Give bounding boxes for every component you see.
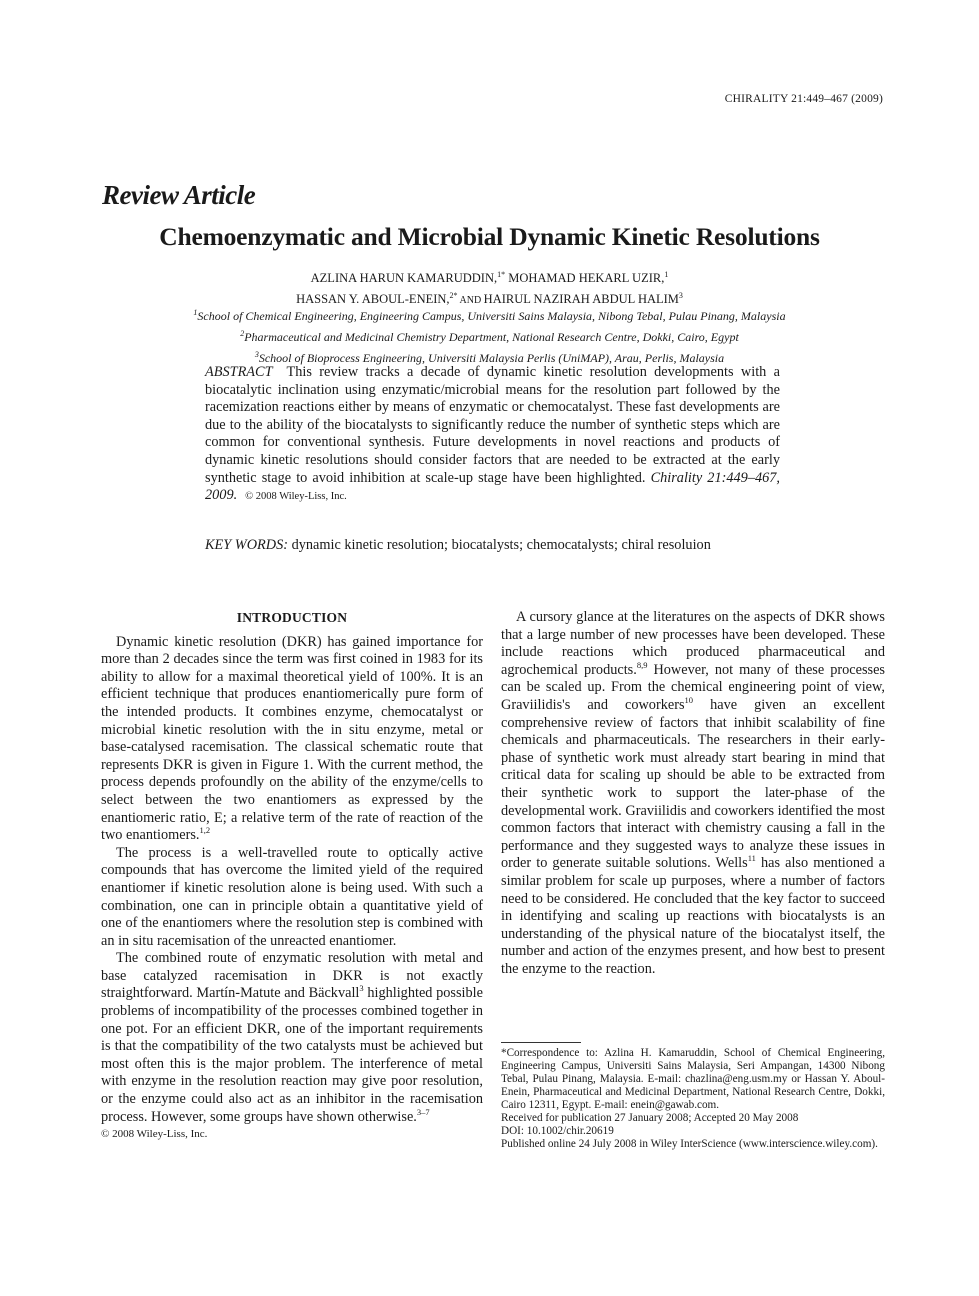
- received-note: Received for publication 27 January 2008; Accepted 20 May 2008: [501, 1112, 799, 1124]
- reference-mark: 3: [359, 983, 364, 994]
- paragraph: [101, 950, 483, 1126]
- article-type: Review Article: [102, 180, 256, 210]
- abstract: [205, 364, 780, 506]
- author-name: HASSAN Y. ABOUL-ENEIN,: [296, 292, 450, 307]
- reference-mark: 10: [684, 695, 694, 706]
- author-conjunction: AND: [457, 295, 484, 307]
- article-title: Chemoenzymatic and Microbial Dynamic Kinetic Resolutions: [159, 222, 820, 251]
- section-heading: INTRODUCTION: [236, 610, 348, 625]
- author-affil-mark: 1: [664, 270, 669, 279]
- doi-note: DOI: 10.1002/chir.20619: [501, 1125, 614, 1137]
- author-name: AZLINA HARUN KAMARUDDIN,: [310, 271, 498, 286]
- affiliation-item: [0, 304, 979, 325]
- keywords-label: KEY WORDS:: [205, 537, 288, 553]
- author-affil-mark: 2*: [449, 291, 458, 301]
- affiliation-mark: 3: [254, 350, 259, 359]
- paragraph-text: However, not many of these processes can be scaled up. From the chemical engineering point of view, Graviilidis's and coworkers: [501, 661, 886, 713]
- reference-mark: 11: [747, 853, 756, 864]
- abstract-text: This review tracks a decade of dynamic kinetic resolution developments with a biocatalytic inclination using enzymatic/microbial means for the resolution part followed by the racemization reactions either by means of enzymatic or chemocatalyst. These fast developments are due to the ability of the biocatalysts to significantly reduce the number of synthetic steps which are common for conventional synthesis. Future developments in novel reactions and products of dynamic kinetic resolutions should consider factors that are needed to be extracted at the early synthetic stage to avoid inhibition at scale-up stage have been highlighted.: [205, 364, 780, 486]
- reference-mark: 3–7: [416, 1106, 430, 1117]
- affiliation-mark: 1: [193, 308, 198, 317]
- affiliation-text: Pharmaceutical and Medicinal Chemistry Department, National Research Centre, Dokki, Cairo, Egypt: [244, 330, 739, 344]
- right-column: [501, 609, 885, 978]
- footnotes: [501, 1047, 885, 1151]
- running-head: CHIRALITY 21:449–467 (2009): [724, 93, 883, 105]
- author-affil-mark: 3: [678, 291, 683, 301]
- paragraph: The process is a well-travelled route to optically active compounds that has overcome the limited yield of the required enantiomer if kinetic resolution alone is being used. With such a combination, one can in principle obtain a quantitative yield of one of the enantiomers where the resolution step is combined with an in situ racemisation of the unreacted enantiomer.: [101, 844, 483, 949]
- paragraph-text: has also mentioned a similar problem for scale up purposes, where a number of factors need to be considered. He concluded that the key factor to succeed in identifying and scaling up reactions with biocatalysts is an understanding of the physical nature of the biocatalyst itself, the number and action of the enzymes present, and how best to present the enzyme to the reaction.: [501, 855, 885, 977]
- affiliation-text: School of Bioprocess Engineering, Universiti Malaysia Perlis (UniMAP), Arau, Perlis, Malaysia: [258, 351, 725, 365]
- paragraph-text: have given an excellent comprehensive review of factors that inhibit scalability of fine chemicals and pharmaceuticals. The researchers in their early-phase of synthetic work must already start bearing in mind that critical data for scaling up should be able to be extracted from their synthetic work to support the later-phase of the developmental work. Graviilidis and coworkers identified the most common factors that interact with chemistry causing a fall in the performance and they suggested ways to analyze these issues in order to generate suitable solutions. Wells: [501, 696, 885, 872]
- reference-mark: 1,2: [199, 825, 211, 836]
- keywords: [205, 537, 780, 554]
- affiliation-mark: 2: [240, 329, 245, 338]
- author-line-1: [0, 266, 979, 287]
- paragraph: [501, 609, 885, 978]
- abstract-label: ABSTRACT: [205, 364, 273, 380]
- footnote-rule: [501, 1042, 581, 1043]
- abstract-copyright: © 2008 Wiley-Liss, Inc.: [245, 491, 347, 503]
- paragraph: [101, 634, 483, 845]
- affiliation-list: [0, 304, 979, 367]
- paragraph-text: Dynamic kinetic resolution (DKR) has gained importance for more than 2 decades since the term was first coined in 1983 for its ability to allow for a maximal theoretical yield of 100%. It is an efficient technique that produces enantiomerically pure form of the intended products. It combines enzyme, chemocatalyst or microbial kinetic resolution with the in situ enzyme, metal or base-catalysed racemisation. The classical schematic route that represents DKR is given in Figure 1. With the current method, the process depends profoundly on the ability of the enzyme/cells to select between the two enantiomers as expressed by the enantiomeric ratio, E; a relative term of the rate of reaction of the two enantiomers.: [101, 633, 483, 844]
- paragraph-text: A cursory glance at the literatures on the aspects of DKR shows that a large number of new processes have been developed. These include reactions which produced pharmaceutical and agrochemical products.: [501, 609, 885, 678]
- affiliation-item: [0, 325, 979, 346]
- paragraph-text: highlighted possible problems of incompatibility of the processes combined together in one pot. For an efficient DKR, one of the important requirements is that the compatibility of the two catalysts must be achieved but most often this is the major problem. The interference of metal with enzyme in the resolution reaction may give poor resolution, or the enzyme could also act as an inhibitor in the racemisation process. However, some groups have shown otherwise.: [101, 985, 483, 1125]
- affiliation-text: School of Chemical Engineering, Engineering Campus, Universiti Sains Malaysia, Nibong Tebal, Pulau Pinang, Malaysia: [197, 309, 786, 323]
- abstract-citation: Chirality 21:449–467, 2009.: [205, 469, 780, 504]
- keywords-text: dynamic kinetic resolution; biocatalysts; chemocatalysts; chiral resoluion: [288, 537, 711, 553]
- correspondence-note: *Correspondence to: Azlina H. Kamaruddin, School of Chemical Engineering, Engineering Campus, Universiti Sains Malaysia, Seri Ampangan, 14300 Nibong Tebal, Pulau Pinang, Malaysia. E-mail: chazlina@eng.usm.my or Hassan Y. Aboul-Enein, Pharmaceutical and Medicinal Department, National Research Centre, Dokki, Cairo 12311, Egypt. E-mail: enein@gawab.com.: [501, 1047, 885, 1111]
- reference-mark: 8,9: [636, 660, 648, 671]
- left-column: [101, 609, 483, 1144]
- published-note: Published online 24 July 2008 in Wiley InterScience (www.interscience.wiley.com).: [501, 1138, 878, 1150]
- author-name: MOHAMAD HEKARL UZIR,: [505, 271, 665, 286]
- author-affil-mark: 1*: [497, 270, 506, 279]
- paragraph-text: The combined route of enzymatic resolution with metal and base catalyzed racemisation in DKR is not exactly straightforward. Martín-Matute and Bäckvall: [101, 950, 483, 1002]
- author-name: HAIRUL NAZIRAH ABDUL HALIM: [483, 292, 679, 307]
- page-copyright: © 2008 Wiley-Liss, Inc.: [101, 1128, 208, 1141]
